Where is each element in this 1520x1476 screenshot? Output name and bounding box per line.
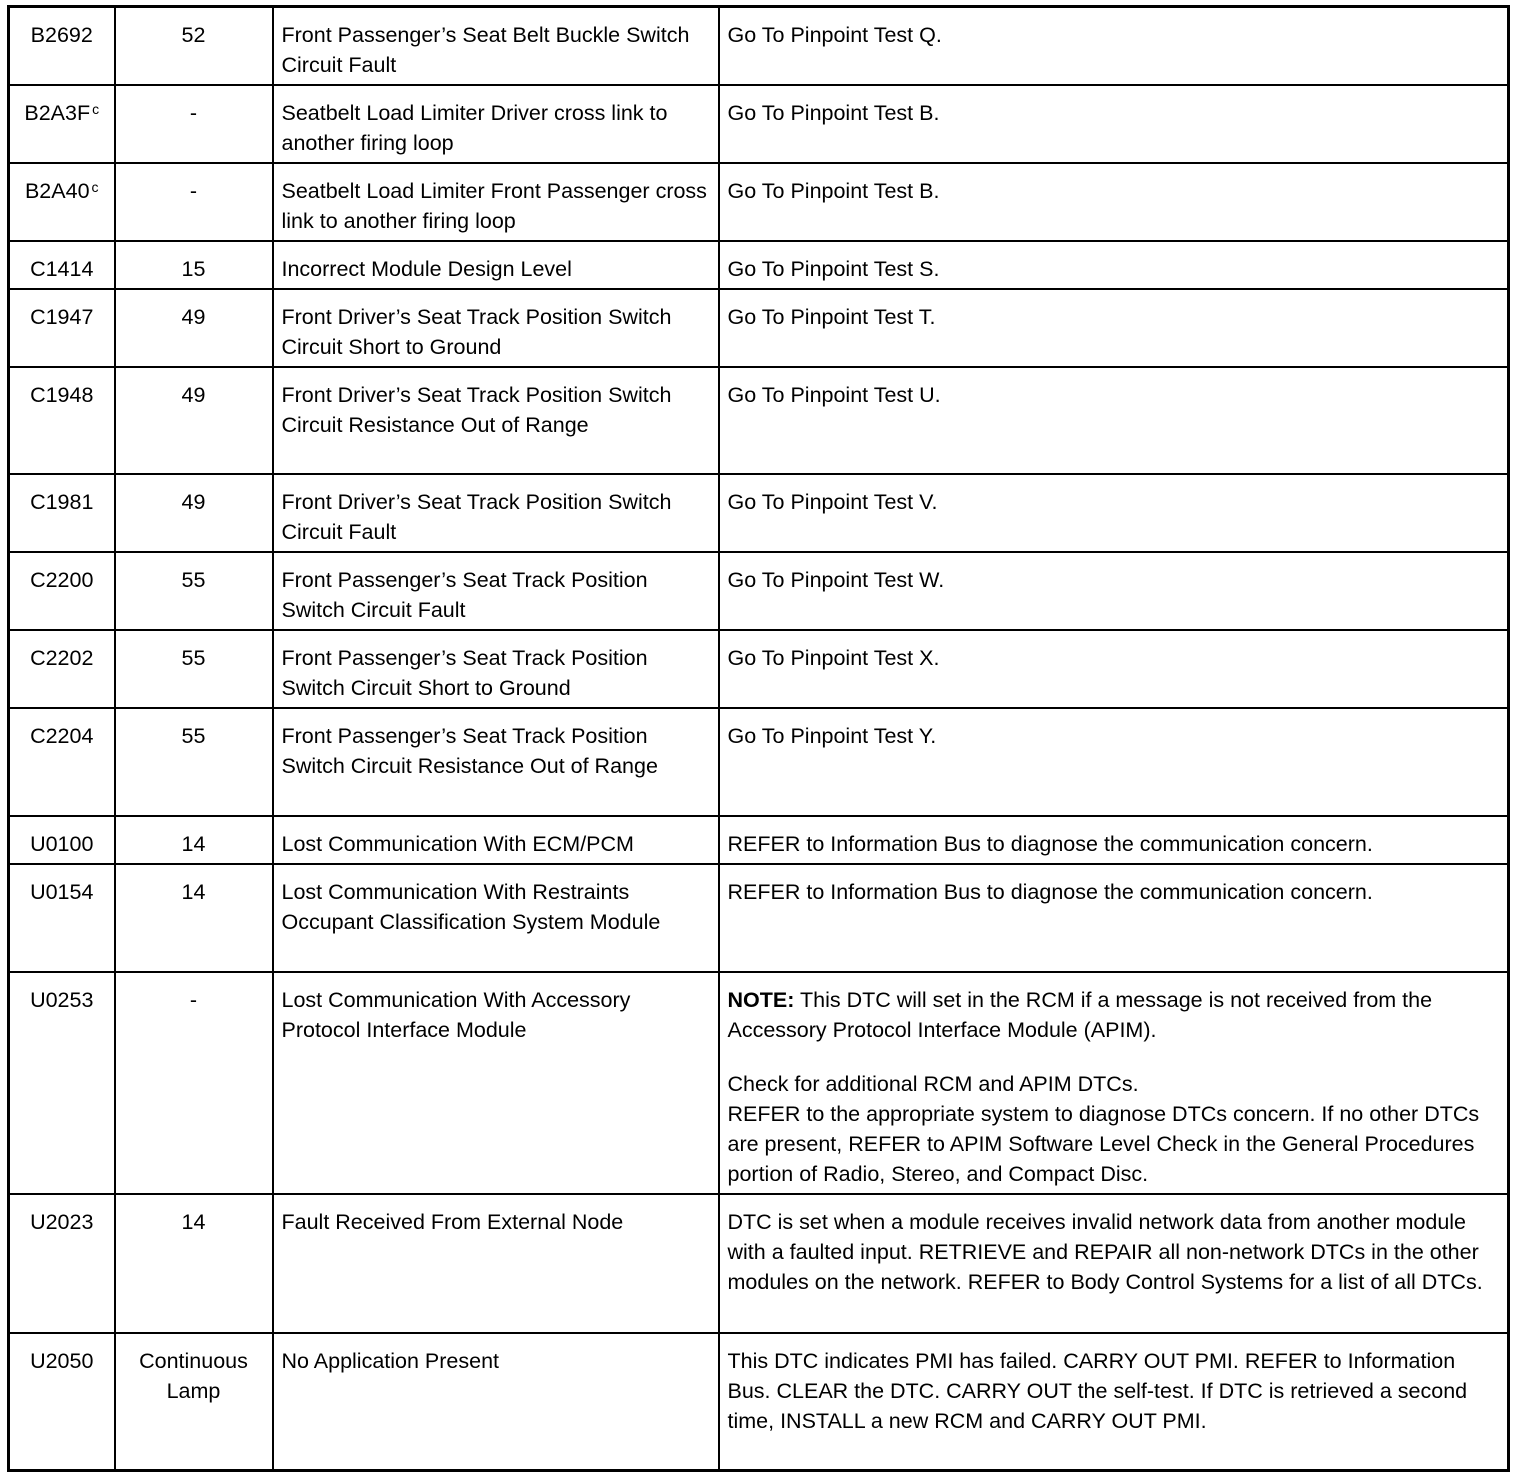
action-cell (719, 816, 1509, 864)
flash-code-cell (115, 552, 273, 630)
flash-code: 14 (181, 831, 206, 856)
dtc-code: U0253 (30, 987, 94, 1012)
description-cell (273, 367, 719, 474)
dtc-code-cell (9, 864, 115, 972)
flash-code-cell (115, 474, 273, 552)
description: Front Passenger’s Seat Track Position Switch Circuit Fault (281, 567, 648, 622)
flash-code: 49 (181, 382, 206, 407)
action-cell (719, 1333, 1509, 1471)
dtc-code: U0100 (30, 831, 94, 856)
note-paragraph (728, 985, 1500, 1045)
flash-code: 52 (181, 23, 206, 47)
action-cell (719, 1194, 1509, 1333)
table-row (9, 241, 1509, 289)
dtc-code-cell (9, 367, 115, 474)
description-cell (273, 1194, 719, 1333)
flash-code: 14 (181, 879, 206, 904)
flash-code-cell (115, 289, 273, 367)
action-text: Go To Pinpoint Test X. (727, 645, 940, 670)
table-row (9, 972, 1509, 1194)
dtc-code: B2A40 (24, 178, 90, 203)
description: Front Passenger’s Seat Belt Buckle Switch Circuit Fault (281, 23, 690, 77)
table-row (9, 708, 1509, 816)
flash-code: - (189, 987, 198, 1012)
action-cell (719, 7, 1509, 85)
description: Front Driver’s Seat Track Position Switch Circuit Short to Ground (281, 304, 672, 359)
dtc-code: B2A3F (24, 100, 91, 125)
dtc-code: C2200 (30, 567, 94, 592)
action-cell (719, 864, 1509, 972)
description-cell (273, 163, 719, 241)
table-row (9, 85, 1509, 163)
description: Seatbelt Load Limiter Driver cross link to another firing loop (281, 100, 668, 155)
description: Fault Received From External Node (281, 1209, 624, 1234)
flash-code-cell (115, 630, 273, 708)
action-cell (719, 552, 1509, 630)
action-text: Go To Pinpoint Test B. (727, 100, 940, 125)
dtc-code-cell (9, 708, 115, 816)
description-cell (273, 708, 719, 816)
flash-code: 55 (181, 723, 206, 748)
description-cell (273, 630, 719, 708)
description-cell (273, 7, 719, 85)
action-text: Go To Pinpoint Test V. (727, 489, 938, 514)
action-text: Go To Pinpoint Test Q. (727, 23, 942, 47)
dtc-code: C1948 (30, 382, 94, 407)
dtc-code: C1947 (30, 304, 94, 329)
note-label: NOTE: (727, 987, 795, 1012)
dtc-code-cell (9, 7, 115, 85)
flash-code: Continuous Lamp (139, 1348, 248, 1403)
description-cell (273, 241, 719, 289)
flash-code-cell (115, 708, 273, 816)
action-text: Go To Pinpoint Test T. (727, 304, 936, 329)
dtc-table (7, 5, 1510, 1472)
action-cell (719, 241, 1509, 289)
dtc-code-cell (9, 289, 115, 367)
action-text: Go To Pinpoint Test S. (727, 256, 940, 281)
action-text: Go To Pinpoint Test Y. (727, 723, 937, 748)
action-cell (719, 85, 1509, 163)
dtc-code-cell (9, 816, 115, 864)
dtc-code-cell (9, 1194, 115, 1333)
flash-code: 49 (181, 489, 206, 514)
action-text: Check for additional RCM and APIM DTCs. (727, 1071, 1139, 1096)
description-cell (273, 816, 719, 864)
description: Front Driver’s Seat Track Position Switch Circuit Fault (281, 489, 672, 544)
table-row (9, 367, 1509, 474)
table-row (9, 163, 1509, 241)
footnote-marker: c (92, 100, 100, 117)
action-cell (719, 367, 1509, 474)
flash-code: 49 (181, 304, 206, 329)
table-row (9, 816, 1509, 864)
table-row (9, 7, 1509, 85)
description: Lost Communication With Accessory Protocol Interface Module (281, 987, 631, 1042)
flash-code-cell (115, 816, 273, 864)
description: Front Passenger’s Seat Track Position Switch Circuit Short to Ground (281, 645, 648, 700)
description: Front Driver’s Seat Track Position Switch Circuit Resistance Out of Range (281, 382, 672, 437)
action-text: Go To Pinpoint Test W. (727, 567, 945, 592)
action-cell (719, 474, 1509, 552)
dtc-code-cell (9, 630, 115, 708)
table-row (9, 1194, 1509, 1333)
action-text: Go To Pinpoint Test B. (727, 178, 940, 203)
dtc-code-cell (9, 163, 115, 241)
action-cell (719, 708, 1509, 816)
flash-code-cell (115, 241, 273, 289)
description: Lost Communication With Restraints Occupant Classification System Module (281, 879, 661, 934)
table-row (9, 474, 1509, 552)
description-cell (273, 972, 719, 1194)
dtc-code: C2204 (30, 723, 94, 748)
dtc-code-cell (9, 972, 115, 1194)
action-cell (719, 972, 1509, 1194)
flash-code-cell (115, 972, 273, 1194)
footnote-marker: c (91, 178, 99, 195)
dtc-code-cell (9, 85, 115, 163)
flash-code-cell (115, 367, 273, 474)
table-row (9, 552, 1509, 630)
description-cell (273, 1333, 719, 1471)
table-row (9, 630, 1509, 708)
flash-code: 15 (181, 256, 206, 281)
description-cell (273, 474, 719, 552)
dtc-code: U0154 (30, 879, 94, 904)
description: Seatbelt Load Limiter Front Passenger cross link to another firing loop (281, 178, 707, 233)
table-row (9, 289, 1509, 367)
action-text: This DTC indicates PMI has failed. CARRY OUT PMI. REFER to Information Bus. CLEAR the DTC. CARRY OUT the self-test. If DTC is retrieved a second time, INSTALL a new RCM and CARRY OUT PMI. (727, 1348, 1468, 1433)
flash-code: 14 (181, 1209, 206, 1234)
flash-code-cell (115, 85, 273, 163)
dtc-code: C2202 (30, 645, 94, 670)
table-row (9, 1333, 1509, 1471)
action-cell (719, 630, 1509, 708)
note-text: This DTC will set in the RCM if a message is not received from the Accessory Protocol Interface Module (APIM). (727, 987, 1433, 1042)
flash-code-cell (115, 864, 273, 972)
action-text: REFER to Information Bus to diagnose the communication concern. (727, 879, 1373, 904)
description: Incorrect Module Design Level (281, 256, 572, 281)
description-cell (273, 289, 719, 367)
dtc-code: U2050 (30, 1348, 94, 1373)
action-text: DTC is set when a module receives invalid network data from another module with a faulted input. RETRIEVE and REPAIR all non-network DTCs in the other modules on the network. REFER to Body Control Systems for a list of all DTCs. (727, 1209, 1483, 1294)
action-cell (719, 163, 1509, 241)
dtc-code-cell (9, 552, 115, 630)
description-cell (273, 552, 719, 630)
dtc-code-cell (9, 474, 115, 552)
table-row (9, 864, 1509, 972)
flash-code: 55 (181, 645, 206, 670)
action-text: REFER to the appropriate system to diagnose DTCs concern. If no other DTCs are present, REFER to APIM Software Level Check in the General Procedures portion of Radio, Stereo, and Compact Disc. (727, 1101, 1480, 1186)
action-cell (719, 289, 1509, 367)
dtc-code: B2692 (30, 23, 93, 47)
description: Lost Communication With ECM/PCM (281, 831, 634, 856)
flash-code: - (189, 100, 198, 125)
dtc-code: C1414 (30, 256, 94, 281)
flash-code: - (189, 178, 198, 203)
dtc-code: C1981 (30, 489, 94, 514)
dtc-code-cell (9, 241, 115, 289)
action-text: REFER to Information Bus to diagnose the communication concern. (727, 831, 1373, 856)
flash-code-cell (115, 7, 273, 85)
flash-code-cell (115, 1194, 273, 1333)
flash-code: 55 (181, 567, 206, 592)
dtc-code-cell (9, 1333, 115, 1471)
flash-code-cell (115, 1333, 273, 1471)
description: No Application Present (281, 1348, 500, 1373)
action-text: Go To Pinpoint Test U. (727, 382, 941, 407)
flash-code-cell (115, 163, 273, 241)
description-cell (273, 864, 719, 972)
dtc-code: U2023 (30, 1209, 94, 1234)
description: Front Passenger’s Seat Track Position Switch Circuit Resistance Out of Range (281, 723, 658, 778)
description-cell (273, 85, 719, 163)
